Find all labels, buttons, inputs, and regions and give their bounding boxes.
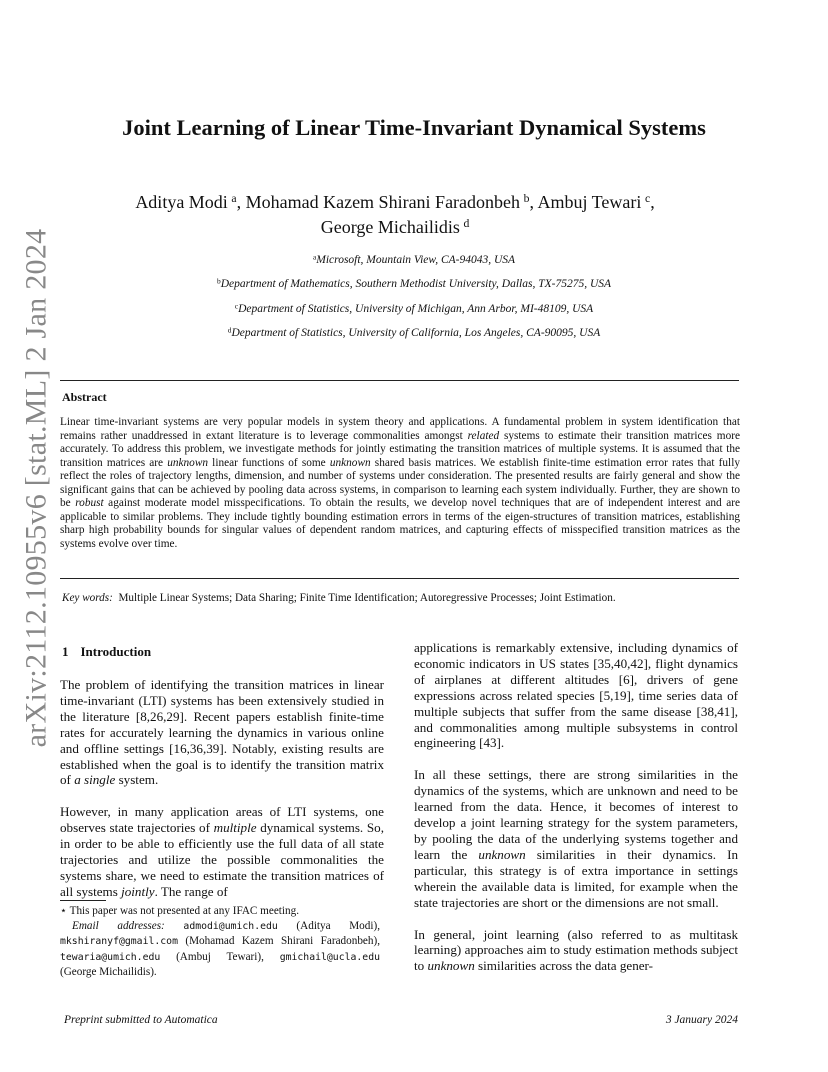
author-separator: , bbox=[650, 192, 655, 212]
affiliation-text: Department of Statistics, University of California, Los Angeles, CA-90095, USA bbox=[231, 327, 601, 339]
affiliation-mark: d bbox=[227, 325, 232, 335]
text-run: system. bbox=[115, 772, 159, 788]
email-link[interactable]: admodi@umich.edu bbox=[183, 920, 278, 932]
author bbox=[538, 192, 655, 212]
abstract-emphasis: robust bbox=[75, 497, 104, 510]
text-run: However, in many application areas of LTI systems, one observes state trajectories of bbox=[60, 804, 384, 836]
abstract-emphasis: unknown bbox=[329, 456, 371, 469]
emphasis: unknown bbox=[427, 958, 475, 974]
emphasis: a single bbox=[74, 772, 116, 788]
abstract-segment: linear functions of some bbox=[208, 456, 330, 469]
text-run: In general, joint learning (also referred to as multitask learning) approaches aim to study estimation methods subject to bbox=[414, 926, 738, 974]
affiliation bbox=[0, 303, 828, 315]
text-run: dynamical systems. So, in order to be able to efficiently use the full data of all state trajectories and utilize the possible commonalities the systems share, we need to estimate the transition matrices of all systems bbox=[60, 820, 384, 899]
paragraph bbox=[60, 677, 384, 788]
abstract-bottom-rule bbox=[60, 578, 739, 579]
author-name: Aditya Modi bbox=[135, 192, 228, 212]
emphasis: multiple bbox=[213, 820, 257, 836]
text-run: (Aditya Modi), bbox=[277, 919, 380, 932]
affiliation-text: Department of Statistics, University of Michigan, Ann Arbor, MI-48109, USA bbox=[238, 303, 594, 315]
author bbox=[135, 192, 245, 212]
text-run: similarities across the data gener- bbox=[474, 958, 654, 974]
paragraph bbox=[60, 804, 384, 899]
author-separator: , bbox=[529, 192, 538, 212]
abstract-segment: against moderate model misspecifications. To obtain the results, we develop novel techniques that are of independent interest and are applicable to similar problems. They include tightly bounding estimation errors in terms of the eigen-structures of transition matrices, establishing sharp high probability bounds for singular values of dependent random matrices, and capturing effects of misspecified transition matrices as the systems evolve over time. bbox=[60, 497, 740, 550]
author-separator: , bbox=[236, 192, 246, 212]
text-run: similarities in their dynamics. In particular, this strategy is of extra importance in settings wherein the available data is limited, for example when the state trajectories are short or the dimensions are not small. bbox=[414, 846, 738, 910]
author-list bbox=[90, 190, 700, 240]
author-affiliation-mark: a bbox=[231, 192, 237, 206]
keywords bbox=[62, 592, 752, 604]
left-column bbox=[60, 677, 384, 900]
abstract-heading: Abstract bbox=[62, 390, 107, 404]
affiliation-text: Microsoft, Mountain View, CA-94043, USA bbox=[316, 254, 516, 266]
arxiv-identifier-text: arXiv:2112.10955v6 [stat.ML] 2 Jan 2024 bbox=[19, 228, 53, 747]
email-link[interactable]: gmichail@ucla.edu bbox=[279, 951, 380, 963]
text-run bbox=[165, 920, 184, 932]
right-column bbox=[414, 640, 738, 974]
text-run: (George Michailidis). bbox=[60, 966, 157, 979]
abstract-segment: Linear time-invariant systems are very popular models in system theory and applications. A fundamental problem in system identification that remains rather unaddressed in extant literature is to leverage commonalities amongst bbox=[60, 416, 740, 442]
text-run: (Mohamad Kazem Shirani Faradonbeh), bbox=[177, 935, 380, 948]
footer-right: 3 January 2024 bbox=[665, 1014, 738, 1026]
footnote-email-block bbox=[60, 920, 380, 979]
section-title: Introduction bbox=[80, 644, 152, 659]
email-link[interactable]: mkshiranyf@gmail.com bbox=[60, 936, 178, 948]
author-affiliation-mark: c bbox=[645, 192, 651, 206]
author bbox=[321, 217, 470, 237]
footnote-star: ⋆ bbox=[60, 905, 68, 917]
abstract-top-rule bbox=[60, 380, 739, 381]
abstract-emphasis: unknown bbox=[167, 456, 209, 469]
affiliation bbox=[0, 327, 828, 339]
keywords-text: Multiple Linear Systems; Data Sharing; Finite Time Identification; Autoregressive Processes; Joint Estimation. bbox=[118, 592, 616, 604]
footer-left: Preprint submitted to Automatica bbox=[64, 1014, 218, 1026]
arxiv-identifier bbox=[14, 228, 58, 747]
paragraph bbox=[414, 767, 738, 910]
abstract-text bbox=[60, 416, 740, 551]
text-run: In all these settings, there are strong similarities in the dynamics of the systems, which are unknown and need to be learned from the data. Hence, it becomes of interest to develop a joint learning strategy for the system parameters, by pooling the data of the underlying systems together and learn the bbox=[414, 767, 738, 862]
section-heading bbox=[62, 644, 151, 660]
abstract-emphasis: related bbox=[467, 429, 500, 442]
affiliation-mark: b bbox=[216, 276, 221, 286]
email-link[interactable]: tewaria@umich.edu bbox=[60, 951, 161, 963]
text-run: The problem of identifying the transition matrices in linear time-invariant (LTI) systems has been extensively studied in the literature [8,26,29]. Recent papers establish finite-time rates for accurately learning the dynamics in various online and offline settings [16,36,39]. Notably, existing results are established when the goal is to identify the transition matrix of bbox=[60, 677, 384, 788]
affiliation bbox=[0, 278, 828, 290]
text-run: . The range of bbox=[154, 883, 228, 899]
email-label: Email addresses: bbox=[72, 919, 165, 932]
author-name: Mohamad Kazem Shirani Faradonbeh bbox=[245, 192, 521, 212]
footnote-text: This paper was not presented at any IFAC meeting. bbox=[69, 905, 300, 917]
author bbox=[246, 192, 538, 212]
author-affiliation-mark: b bbox=[523, 192, 530, 206]
text-run: (Ambuj Tewari), bbox=[160, 950, 280, 963]
abstract-segment: systems to estimate their transition matrices more accurately. To address this problem, we investigate methods for jointly estimating the transition matrices of multiple systems. It is assumed that the transition matrices are bbox=[60, 429, 740, 469]
affiliation-mark: c bbox=[234, 301, 239, 311]
paragraph bbox=[414, 927, 738, 975]
keywords-label: Key words: bbox=[62, 592, 113, 604]
paper-title: Joint Learning of Linear Time-Invariant Dynamical Systems bbox=[122, 115, 706, 140]
author-name: George Michailidis bbox=[320, 217, 460, 237]
affiliation bbox=[0, 254, 828, 266]
paragraph bbox=[414, 640, 738, 751]
footnote bbox=[60, 904, 380, 980]
emphasis: jointly bbox=[121, 883, 155, 899]
affiliation-text: Department of Mathematics, Southern Methodist University, Dallas, TX-75275, USA bbox=[220, 278, 612, 290]
abstract-segment: shared basis matrices. We establish finite-time estimation error rates that fully reflect the roles of trajectory lengths, dimension, and number of systems under consideration. The presented results are fairly general and show the significant gains that can be achieved by pooling data across systems, in comparison to learning each system individually. Further, they are shown to be bbox=[60, 456, 740, 510]
emphasis: unknown bbox=[478, 846, 526, 862]
author-name: Ambuj Tewari bbox=[537, 192, 642, 212]
footnote-rule bbox=[60, 900, 106, 901]
section-number: 1 bbox=[62, 644, 69, 659]
text-run: applications is remarkably extensive, including dynamics of economic indicators in US states [35,40,42], flight dynamics of airplanes at different altitudes [6], drivers of gene expressions across related species [5,19], time series data of multiple subjects that suffer from the same disease [38,41], and commonalities among multiple subsystems in control engineering [43]. bbox=[414, 640, 738, 751]
author-affiliation-mark: d bbox=[463, 217, 470, 231]
affiliation-mark: a bbox=[312, 252, 317, 262]
